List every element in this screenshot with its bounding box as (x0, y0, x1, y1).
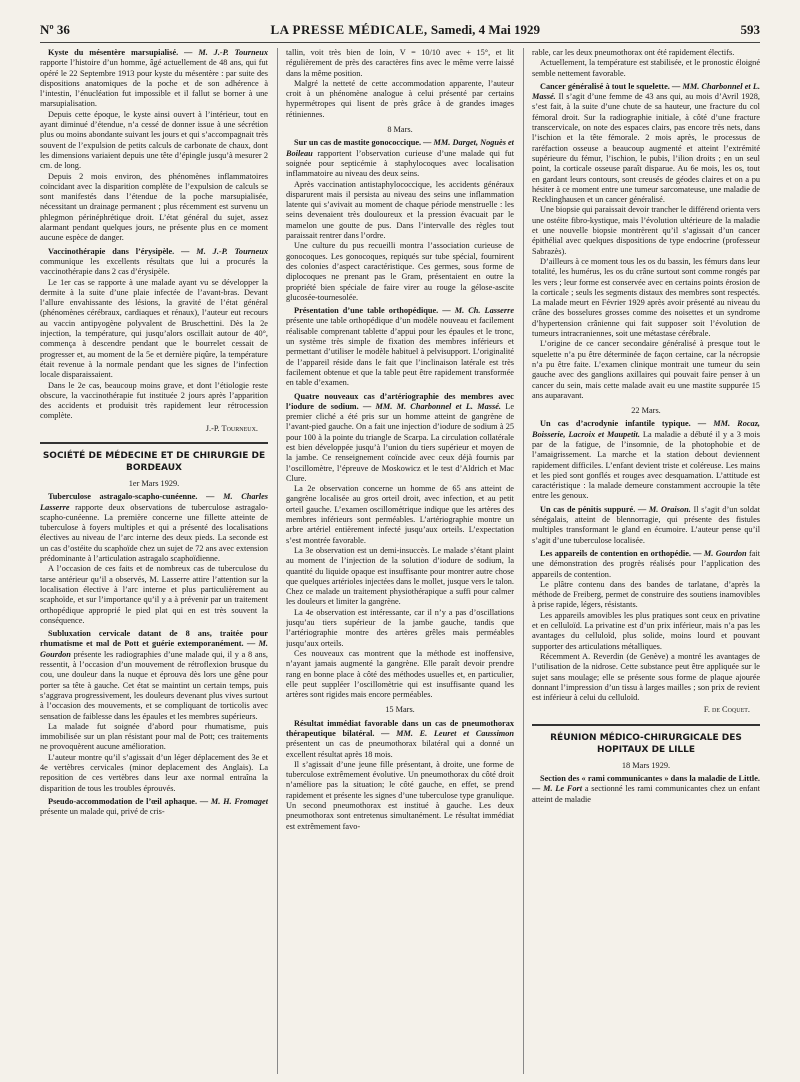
article-author: — M. Oraison. (637, 504, 691, 514)
paragraph: Depuis cette époque, le kyste ainsi ouvert à l’intérieur, tout en ayant diminué d’étendue, n’a cessé de donner issue à une sécrétion plus ou moins abondante suivant les jours et qui s’accompagnait très souvent de l’expulsion de petits calculs de carbonate de chaux, dont les dimensions variaient depuis une tête d’épingle jusqu’à mesurer 2 cm. de long. (40, 109, 268, 171)
paragraph: présente une table orthopédique d’un modèle nouveau et facilement réalisable comprenant tablette d’appui pour les épaules et le tronc, un système très simple de fixation des membres inférieurs et permettant d’utiliser le modèle habituel à pelvisupport. L’originalité de l’appareil réside dans le fait que l’inclinaison latérale est très facilement obtenue et que la table peut être rapidement transformée en table d’examen. (286, 316, 514, 388)
article-subluxation (40, 629, 268, 722)
article-author: — M. J.-P. Tourneux (181, 246, 268, 256)
column-2 (286, 48, 514, 1074)
article-author: — M. Ch. Lasserre (442, 306, 514, 316)
paragraph: fait une démonstration des progrès réalisés pour l’application des appareils de contention. (532, 548, 760, 579)
paragraph: L’origine de ce cancer secondaire généralisé à presque tout le squelette n’a pu être déterminée de façon certaine, car la nécropsie n’a pu être faite. L’examen clinique montrait une tumeur du sein gauche avec des ganglions axillaires qui pouvait faire penser à un cancer du sein, mais cette malade avait eu une mastite suppurée 15 ans auparavant. (532, 339, 760, 400)
paragraph: rable, car les deux pneumothorax ont été rapidement électifs. (532, 48, 735, 57)
article-vaccinotherapie (40, 247, 268, 278)
paragraph: Ces nouveaux cas montrent que la méthode est inoffensive, n’ayant jamais augmenté la gangrène. Elle paraît devoir prendre rang en bonne place à côté des méthodes usuelles et, en particulier, elle peut suppléer l’oscillomètrie qui est insuffisante quand les artères sont rigides mais encore perméables. (286, 648, 514, 700)
article-tuberculose (40, 492, 268, 564)
paragraph: Une culture du pus recueilli montra l’association curieuse de gonocoques. Les gonocoques, repiqués sur tube spécial, fournirent des colonies d’aspect caractéristique. Ces germes, sous forme de diplocoques ne prenant pas le Gram, présentaient en outre la propriété bien spéciale de faire virer au rouge la gélose-ascite glucosée-tournesolée. (286, 241, 514, 302)
session-date: 8 Mars. (387, 125, 413, 135)
column-3 (532, 48, 760, 1074)
article-author: — M. J.-P. Tourneux (184, 48, 268, 57)
signature: J.-P. Tourneux. (205, 423, 258, 433)
article-author: — M. H. Fromaget (199, 796, 268, 806)
paragraph: Actuellement, la température est stabilisée, et le pronostic éloigné semble nettement favorable. (532, 58, 760, 78)
article-author: — M. Gourdon (40, 639, 268, 659)
column-1 (40, 48, 268, 1074)
paragraph: La 2e observation concerne un homme de 65 ans atteint de gangrène localisée au gros orteil droit, avec infection, et au petit orteil gauche. L’examen oscillométrique indique que les artères des membres inférieurs sont perméables. L’artériographie montre un arbre artériel entièrement infecté jusqu’aux orteils. L’expectation s’est montrée favorable. (286, 484, 514, 545)
article-author: — M. Charles Lasserre (40, 492, 268, 512)
column-divider (523, 48, 524, 1074)
paragraph: rapporte deux observations de tuberculose astragalo-scapho-cunéenne. La première concerne une fillette atteinte de tuberculose à foyers multiples et qui a présenté des localisations électives au niveau de l’arc interne des deux pieds. La seconde est un cas d’ostéite du scaphoïde chez un sujet de 72 ans avec extension prédominante à l’articulation astragalo scaphoïdienne. (40, 502, 268, 564)
paragraph: Le 1er cas se rapporte à une malade ayant vu se développer la dermite à la suite d’une plaie infectée de l’avant-bras. Devant l’allure envahissante des lésions, la gravité de l’état général (phénomènes cérébraux, cardiaques et rénaux), l’auteur eut recours au vaccin antipyogène polyvalent de Bruschettini. Dès la 2e injection, la température, qui jusqu’alors oscillait autour de 40°, commença à descendre pendant que le bourrelet cessait de progresser et, au moment de la 5e et dernière piqûre, la température était revenue à la normale pendant que les signes de l’infection locale disparaissaient. (40, 277, 268, 380)
paragraph: Après vaccination antistaphylococcique, les accidents généraux disparurent mais il persista au niveau des seins une inflammation latente qui s’avivait au moment de chaque période menstruelle : les seins devenaient très douloureux et la pression évacuait par le mamelon une goutte de pus. Dans l’intervalle des règles tout paraissait rentrer dans l’ordre. (286, 179, 514, 241)
article-title: Quatre nouveaux cas d’artériographie des membres avec l’iodure de sodium. (286, 391, 514, 411)
society-heading: RÉUNION MÉDICO-CHIRURGICALE DES HOPITAUX DE LILLE (532, 724, 760, 756)
paragraph: communique les excellents résultats que lui a procurés la vaccinothérapie dans 2 cas d’érysipèle. (40, 256, 268, 277)
article-author: — MM. E. Leuret et Caussimon (381, 729, 514, 738)
article-author: — M. Gourdon (693, 548, 747, 558)
article-kyste (40, 48, 268, 110)
paragraph: présente un malade qui, privé de cris- (40, 807, 165, 817)
paragraph: La malade fut soignée d’abord pour rhumatisme, puis immobilisée sur un plan résistant pour mal de Pott; ces traitements ne provoquèrent aucune amélioration. (40, 721, 268, 752)
article-title: Sur un cas de mastite gonococcique. (294, 138, 422, 148)
article-title: Un cas de pénitis suppuré. (540, 504, 636, 514)
paragraph: tallin, voit très bien de loin, V = 10/10 avec + 15°, et lit régulièrement de près des caractères fins avec le même verre laissé dans la même position. (286, 48, 514, 78)
paragraph: Il s’agit d’un soldat sénégalais, atteint de blennorragie, qui présente des fistules multiples transformant le gland en écumoire. L’auteur pense qu’il s’agit d’une tuberculose localisée. (532, 504, 760, 545)
paragraph: L’auteur montre qu’il s’agissait d’un léger déplacement des 3e et 4e vertèbres cervicales (minor deplacement des Anglais). La reposition de ces vertèbres dans leur axe normal entraîna la disparition de tous les troubles éprouvés. (40, 752, 268, 793)
article-appareils (532, 549, 760, 580)
paragraph: Les appareils amovibles les plus pratiques sont ceux en privatine et en celluloïd. La privatine est d’un prix inférieur, mais n’a pas les avantages du celluloïd, plus solide, moins lourd et pouvant supporter des articulations métalliques. (532, 610, 760, 651)
article-cancer (532, 82, 760, 206)
article-title: Résultat immédiat favorable dans un cas de pneumothorax thérapeutique bilatéral. (286, 718, 514, 738)
article-penitis (532, 505, 760, 546)
paragraph: La maladie a débuté il y a 3 mois par de la fatigue, de l’insomnie, de la photophobie et de l’amaigrissement. La marche et la station debout deviennent rapidement difficiles. L’enfant devient triste et coléreuse. Les mains et les pied sont gonflés et rouges avec desquamation. L’attitude est caractéristique : la malade demeure constamment accroupie la tête entre les genoux. (532, 429, 760, 501)
article-arteriographie (286, 392, 514, 485)
article-title: Cancer généralisé à tout le squelette. (540, 81, 670, 91)
article-title: Pseudo-accommodation de l’œil aphaque. (48, 796, 198, 806)
text-columns (40, 48, 760, 1074)
issue-number: Nº 36 (40, 22, 70, 37)
article-rami (532, 774, 760, 805)
paragraph: D’ailleurs à ce moment tous les os du bassin, les fémurs dans leur totalité, les humérus, les os du crâne surtout sont comme rongés par les vers ; leur forme est conservée avec en certains points érosion de la corticale ; seuls les segments distaux des membres sont respectés. La malade meurt en Février 1929 après avoir présenté au niveau du crâne des bosselures grosses comme des noisettes et un syndrome d’hypertension crânienne qui fait supposer soit l’évolution de tumeurs intracraniennes, soit une métastase cérébrale. (532, 256, 760, 339)
session-date: 15 Mars. (385, 705, 415, 715)
article-author: — MM. Charbonnel et L. Massé. (532, 81, 760, 102)
signature: F. de Coquet. (703, 705, 750, 715)
article-title: Section des « rami communicantes » dans la maladie de Little. (540, 774, 760, 783)
paragraph: Il s’agissait d’une jeune fille présentant, à droite, une forme de tuberculose extrêmement évolutive. Un pneumothorax du côté droit n’améliore pas la situation; le côté gauche, en effet, se prend rapidement et présente les signes d’une tuberculose type granulique. Un second pneumothorax est institué à gauche. Les deux pneumothorax sont entretenus simultanément. Le résultat immédiat est extrêmement favo- (286, 759, 514, 831)
article-title: Subluxation cervicale datant de 8 ans, traitée pour rhumatisme et mal de Pott et guérie extemporanément. (40, 629, 268, 649)
paragraph: Depuis 2 mois environ, des phénomènes inflammatoires coïncidant avec la disparition complète de l’expulsion de calculs se sont manifestés dans l’étendue de la poche marsupialisée, nécessitant un drainage permanent ; plus récemment est survenu un phlegmon périnéphrétique droit. L’état général du sujet, assez alarmant pendant quelques jours, ne présente plus en ce moment aucune espèce de danger. (40, 171, 268, 243)
paragraph: La 3e observation est un demi-insuccès. Le malade s’étant plaint au moment de l’injection de la solution d’iodure de sodium, la quantité du liquide opaque est insuffisante pour montrer autre chose que quelques artérioles injectées dans le mollet, jusque vers le talon. Chez ce malade un traitement physiothérapique a suffi pour calmer les douleurs et limiter la gangrène. (286, 545, 514, 607)
column-divider (277, 48, 278, 1074)
paragraph: Le plâtre contenu dans des bandes de tarlatane, d’après la méthode de Freiberg, permet de construire des soutiens inamovibles à prise rapide, légers, résistants. (532, 579, 760, 610)
journal-title-line (270, 22, 540, 38)
article-acrodynie (532, 419, 760, 501)
article-title: Les appareils de contention en orthopédie. (540, 548, 691, 558)
issue-date: Samedi, 4 Mai 1929 (430, 22, 540, 37)
paragraph: Récemment A. Reverdin (de Genève) a montré les avantages de l’utilisation de la nidrose. Cette substance peut être appliquée sur le sujet sans moulage; elle se présente sous forme de plaque ajourée donnant l’impression d’un tissu à larges mailles ; son prix de revient est inférieur à celui du celluloïd. (532, 651, 760, 703)
society-heading: SOCIÉTÉ DE MÉDECINE ET DE CHIRURGIE DE BORDEAUX (40, 442, 268, 474)
article-mastite (286, 138, 514, 179)
article-title: Vaccinothérapie dans l’érysipèle. (48, 246, 175, 256)
article-pseudo-accommodation (40, 797, 268, 818)
article-title: Tuberculose astragalo-scapho-cunéenne. (48, 492, 198, 502)
paragraph: rapportent l’observation curieuse d’une malade qui fut soignée pour septicémie à staphylocoques avec localisation inflammatoire au niveau des deux seins. (286, 148, 514, 179)
session-date: 22 Mars. (631, 406, 661, 416)
article-pneumothorax (286, 719, 514, 760)
paragraph: a sectionné les rami communicantes chez un enfant atteint de maladie (532, 784, 760, 804)
paragraph: A l’occasion de ces faits et de nombreux cas de tuberculose du tarse antérieur qu’il a observés, M. Lasserre attire l’attention sur la localisation élective à l’arc interne et plus particulièrement au scaphoïde, et sur l’importance qu’il y a à prévenir par un traitement orthopédique approprié le pied plat qui en est très souvent la conséquence. (40, 564, 268, 625)
paragraph: Il s’agit d’une femme de 43 ans qui, au mois d’Avril 1928, s’est fait, à la suite d’une chute de sa hauteur, une fracture du col fémoral droit. Sur la radiographie initiale, à côté d’une fracture transcervicale, on note des espaces clairs, pas encore très nets, dans l’ischion et la tête fémorale. 2 mois après, le processus de raréfaction osseuse a beaucoup augmenté et atteint l’extrémité supérieure du fémur, l’ischion, le pubis, l’ilion droits ; en un seul point, la corticale osseuse paraît disparue. Au 6e mois, les os, tout en gardant leurs contours, sont creusés de géodes claires et on a pu hésiter à ce moment entre une tumeur sarcomateuse, une maladie de Recklinghausen et un cancer généralisé. (532, 92, 760, 205)
article-author: — MM. Darget, Noguès et Boileau (286, 138, 514, 158)
journal-title: LA PRESSE MÉDICALE, (270, 22, 428, 37)
page-number: 593 (740, 22, 760, 37)
paragraph: Malgré la netteté de cette accommodation apparente, l’auteur croit à un phénomène analogue à celui présenté par certains hypermétropes qui lisent de près grâce à de grandes images rétiniennes. (286, 78, 514, 119)
paragraph: La 4e observation est intéressante, car il n’y a pas d’oscillations jusqu’au tiers supérieur de la jambe gauche, tandis que l’artériographie montre des artères grêles mais perméables jusqu’aux orteils. (286, 607, 514, 648)
paragraph: Le premier cliché a été pris sur un homme atteint de gangrène de l’avant-pied gauche. On a fait une injection d’iodure de sodium à 25 pour 100 à la pointe du triangle de Scarpa. La circulation collatérale est bien développée jusqu’à l’union du tiers supérieur et moyen de la jambe. Ce renseignement coïncide avec ceux déjà fournis par l’oscillomètre, l’épreuve de Moskowicz et le test d’Aldrich et Mac Clure. (286, 401, 514, 483)
article-author: — MM. Rocaz, Boisserie, Lacroix et Maupetit. (532, 419, 760, 439)
article-author: — MM. M. Charbonnel et L. Massé. (362, 401, 501, 411)
article-author: — M. Le Fort (532, 784, 583, 794)
session-date: 1er Mars 1929. (128, 478, 180, 488)
article-title: Présentation d’une table orthopédique. (294, 306, 439, 316)
article-table-orthopedique (286, 306, 514, 388)
paragraph: présentent un cas de pneumothorax bilatéral qui a donné un excellent résultat après 18 mois. (286, 739, 514, 759)
paragraph: Dans le 2e cas, beaucoup moins grave, et dont l’étiologie reste obscure, la vaccinothérapie fut instituée 2 jours après l’apparition des accidents et produisit très rapidement leur rétrocession complète. (40, 380, 268, 421)
page-header (40, 22, 760, 43)
article-title: Un cas d’acrodynie infantile typique. (540, 419, 691, 429)
paragraph: rapporte l’histoire d’un homme, âgé actuellement de 48 ans, qui fut opéré le 22 Septembre 1913 pour kyste du mésentère : par suite des dispositions anatomiques de la poche et de son adhérence à l’intestin, l’énucléation fut impossible et il fallut se borner à une marsupialisation. (40, 58, 268, 109)
session-date: 18 Mars 1929. (621, 760, 671, 770)
paragraph: présente les radiographies d’une malade qui, il y a 8 ans, ressentit, à l’occasion d’un mouvement de rétroflexion brusque du cou, une douleur dans la nuque et éprouva dès lors une gêne pour porter sa tête à gauche. Cet état se maintint un certain temps, puis s’aggrava progressivement, les douleurs devenant plus vives surtout à l’occasion des mouvements, et se compliquant de torticolis avec sensation de faiblesse dans les épaules et les membres supérieurs. (40, 649, 268, 721)
article-title: Kyste du mésentère marsupialisé. (48, 48, 179, 57)
paragraph: Une biopsie qui paraissait devoir trancher le différend orienta vers une ostéite fibro-kystique, mais l’évolution ultérieure de la maladie et une nouvelle biopsie montrèrent qu’il s’agissait d’un cancer épithélial avec quelques dispositions de type endocrine (professeur Sabrazès). (532, 205, 760, 256)
